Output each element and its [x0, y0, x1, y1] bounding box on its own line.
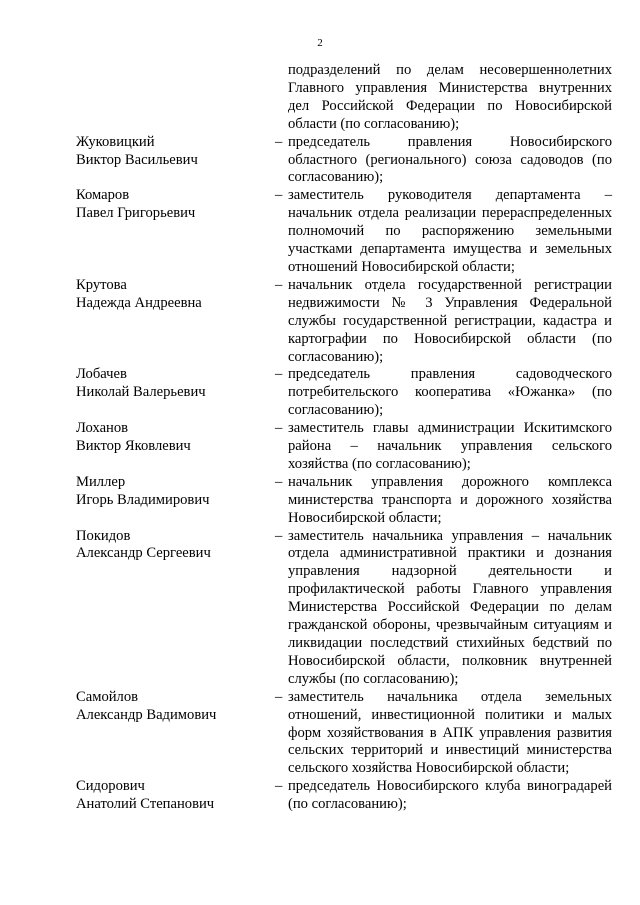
member-name	[76, 134, 266, 170]
member-surname: Лоханов	[76, 420, 129, 437]
dash-separator: –	[275, 187, 283, 204]
member-name	[76, 277, 266, 313]
member-entry	[76, 277, 612, 367]
commission-member-list	[76, 62, 612, 814]
member-given-names: Николай Валерьевич	[76, 384, 206, 401]
member-entry	[76, 366, 612, 420]
member-given-names: Павел Григорьевич	[76, 205, 196, 222]
continued-entry	[76, 62, 612, 134]
member-name	[76, 187, 266, 223]
member-position: заместитель руководителя департамента – начальник отдела реализации перераспределенных полномочий по распоряжению земельными участками департамента имущества и земельных отношений Новосибирской области;	[288, 187, 612, 275]
member-position: председатель правления Новосибирского областного (регионального) союза садоводов (по согласованию);	[288, 133, 612, 186]
dash-separator: –	[275, 276, 283, 293]
member-surname: Лобачев	[76, 366, 127, 383]
member-entry	[76, 420, 612, 474]
member-position: председатель Новосибирского клуба виноградарей (по согласованию);	[288, 778, 612, 813]
member-entry	[76, 134, 612, 188]
member-position: заместитель начальника управления – начальник отдела административной практики и дознания управления надзорной деятельности и профилактической работы Главного управления Министерства Российской Федерации по делам гражданской обороны, чрезвычайным ситуациям и ликвидации последствий стихийных бедствий по Новосибирской области, полковник внутренней службы (по согласованию);	[288, 527, 612, 687]
dash-separator: –	[275, 527, 283, 544]
member-entry	[76, 474, 612, 528]
member-name	[76, 366, 266, 402]
dash-separator: –	[275, 778, 283, 795]
member-given-names: Виктор Васильевич	[76, 151, 198, 168]
member-given-names: Игорь Владимирович	[76, 491, 210, 508]
member-name	[76, 528, 266, 564]
member-position: начальник отдела государственной регистрации недвижимости № 3 Управления Федеральной службы государственной регистрации, кадастра и картографии по Новосибирской области (по согласованию);	[288, 276, 612, 365]
member-name	[76, 420, 266, 456]
dash-separator: –	[275, 133, 283, 150]
member-surname: Миллер	[76, 473, 126, 490]
member-given-names: Анатолий Степанович	[76, 796, 215, 813]
member-surname: Крутова	[76, 276, 127, 293]
member-position: заместитель начальника отдела земельных отношений, инвестиционной политики и малых форм хозяйствования в АПК управления развития сельских территорий и инвестиций министерства сельского хозяйства Новосибирской области;	[288, 688, 612, 777]
dash-separator: –	[275, 688, 283, 705]
member-position: заместитель главы администрации Искитимского района – начальник управления сельского хозяйства (по согласованию);	[288, 420, 612, 472]
member-position: начальник управления дорожного комплекса министерства транспорта и дорожного хозяйства Новосибирской области;	[288, 473, 612, 526]
member-name	[76, 689, 266, 725]
member-surname: Сидорович	[76, 778, 145, 795]
dash-separator: –	[275, 420, 283, 437]
member-given-names: Виктор Яковлевич	[76, 438, 191, 455]
member-name	[76, 778, 266, 814]
member-entry	[76, 778, 612, 814]
page-number: 2	[317, 37, 323, 49]
member-position: председатель правления садоводческого потребительского кооператива «Южанка» (по согласованию);	[288, 366, 612, 419]
member-position: подразделений по делам несовершеннолетних Главного управления Министерства внутренних дел Российской Федерации по Новосибирской области (по согласованию);	[288, 62, 612, 132]
member-surname: Жуковицкий	[76, 133, 155, 150]
member-surname: Покидов	[76, 527, 131, 544]
member-entry	[76, 528, 612, 689]
dash-separator: –	[275, 366, 283, 383]
dash-separator: –	[275, 473, 283, 490]
member-given-names: Надежда Андреевна	[76, 294, 202, 311]
member-given-names: Александр Сергеевич	[76, 545, 211, 562]
member-surname: Комаров	[76, 187, 130, 204]
member-entry	[76, 187, 612, 277]
member-given-names: Александр Вадимович	[76, 706, 217, 723]
member-name	[76, 474, 266, 510]
member-surname: Самойлов	[76, 688, 139, 705]
member-entry	[76, 689, 612, 779]
